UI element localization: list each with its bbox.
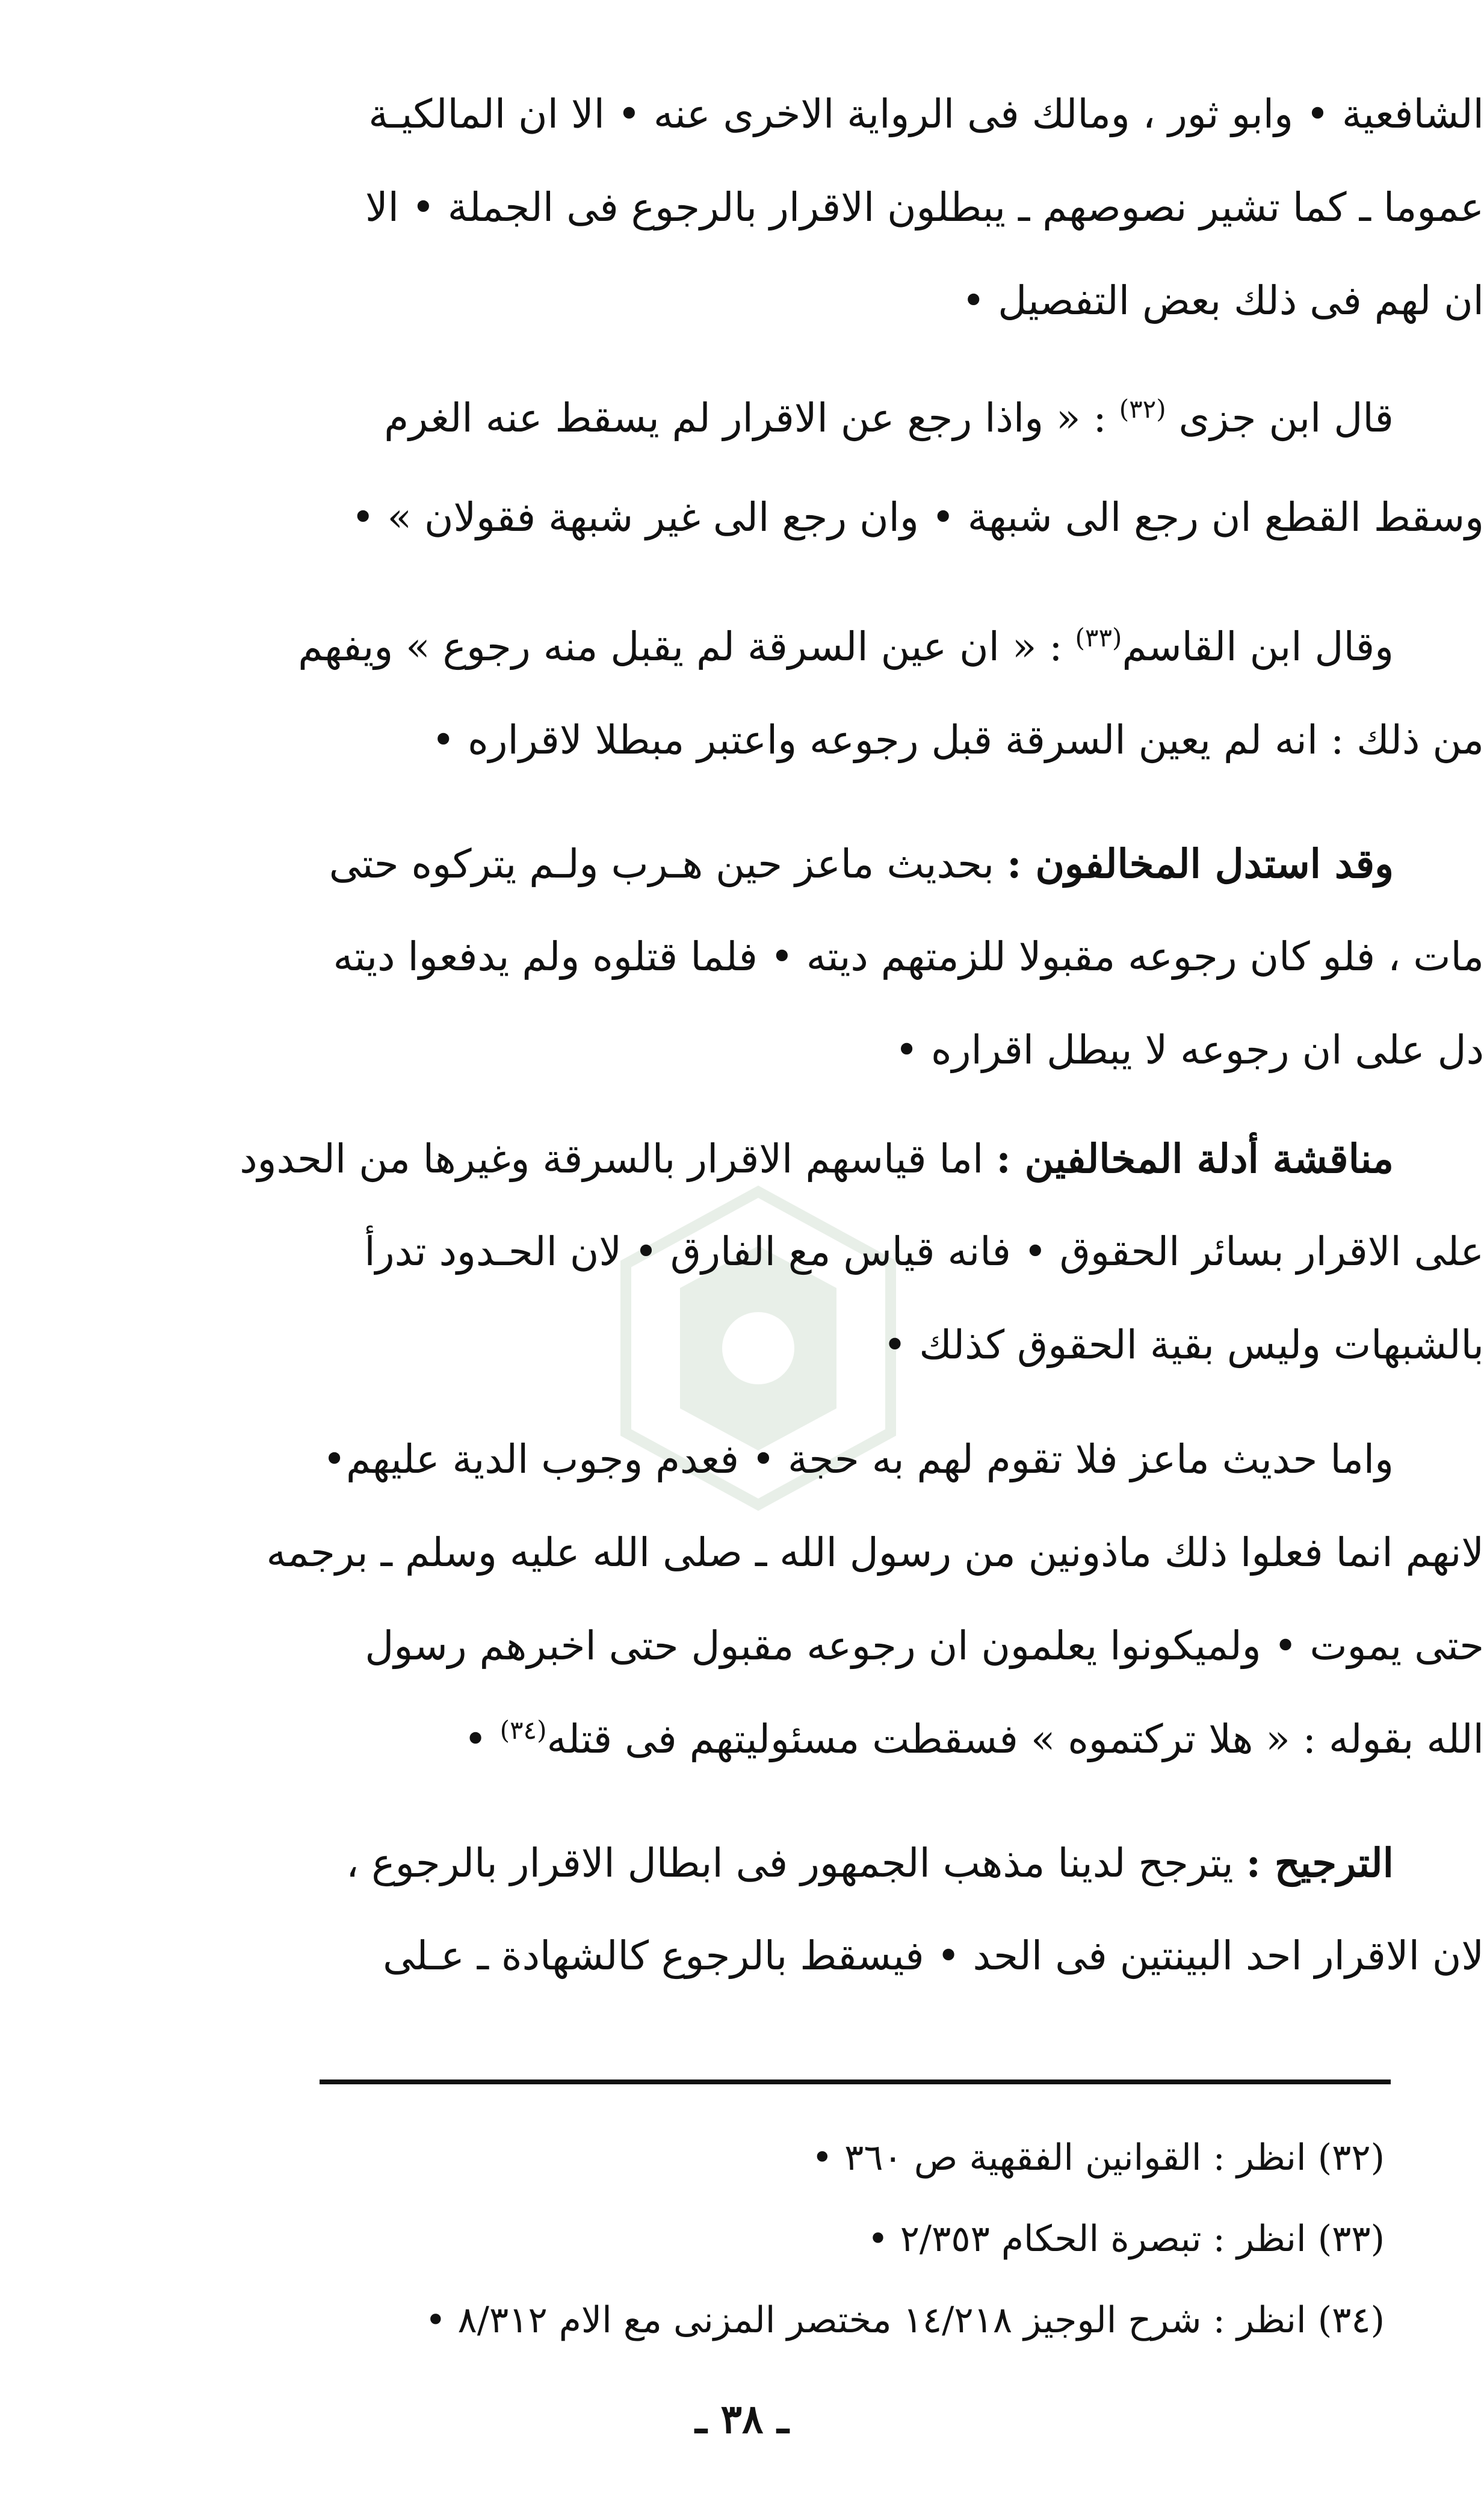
paragraph-3-text-a: وقال ابن القاسم [1122, 624, 1394, 670]
paragraph-2-line-1 [172, 385, 1484, 451]
paragraph-5-heading: مناقشة أدلة المخالفين : [996, 1135, 1394, 1182]
paragraph-4-line-3: دل على ان رجوعه لا يبطل اقراره • [895, 1027, 1484, 1073]
paragraph-2-text-a: قال ابن جزى [1178, 395, 1394, 441]
paragraph-5-line-2: على الاقرار بسائر الحقوق • فانه قياس مع الفارق • لان الحـدود تدرأ [364, 1228, 1484, 1275]
paragraph-3-line-1 [172, 614, 1484, 680]
paragraph-6-line-4 [172, 1706, 1484, 1773]
paragraph-6-line-2: لانهم انما فعلوا ذلك ماذونين من رسول الله ـ صلى الله عليه وسلم ـ برجمه [266, 1529, 1484, 1576]
paragraph-2-text-b: : « واذا رجع عن الاقرار لم يسقط عنه الغرم [384, 395, 1107, 441]
paragraph-7-line-1 [172, 1830, 1484, 1897]
paragraph-4-line-2: مات ، فلو كان رجوعه مقبولا للزمتهم ديته • فلما قتلوه ولم يدفعوا ديته [333, 934, 1484, 980]
paragraph-5-line-1 [172, 1126, 1484, 1192]
paragraph-4-heading: وقد استدل المخالفون : [1007, 840, 1394, 887]
paragraph-6-text-a: الله بقوله : « هلا تركتموه » فسقطت مسئوليتهم فى قتله [546, 1716, 1484, 1762]
paragraph-1-line-2: عموما ـ كما تشير نصوصهم ـ يبطلون الاقرار بالرجوع فى الجملة • الا [365, 184, 1484, 231]
footnote-ref-34: (٣٤) [499, 1715, 547, 1745]
paragraph-5-line-3: بالشبهات وليس بقية الحقوق كذلك • [883, 1322, 1484, 1368]
paragraph-3-line-2: من ذلك : انه لم يعين السرقة قبل رجوعه واعتبر مبطلا لاقراره • [431, 717, 1484, 763]
footnote-33: (٣٣) انظر : تبصرة الحكام ٢/٣٥٣ • [867, 2218, 1385, 2260]
paragraph-7-text: يترجح لدينا مذهب الجمهور فى ابطال الاقرار بالرجوع ، [346, 1840, 1234, 1886]
paragraph-7-line-2: لان الاقرار احد البينتين فى الحد • فيسقط بالرجوع كالشهادة ـ عـلى [383, 1933, 1484, 1979]
paragraph-5-text: اما قياسهم الاقرار بالسرقة وغيرها من الحدود [240, 1136, 984, 1182]
footnote-32: (٣٢) انظر : القوانين الفقهية ص ٣٦٠ • [811, 2137, 1385, 2179]
footnote-34: (٣٤) انظر : شرح الوجيز ١٤/٢١٨ مختصر المزنى مع الام ٨/٣١٢ • [425, 2299, 1385, 2341]
paragraph-3-text-b: : « ان عين السرقة لم يقبل منه رجوع » ويفهم [298, 624, 1063, 670]
footnote-separator [320, 2079, 1391, 2084]
footnote-ref-32: (٣٢) [1119, 394, 1166, 424]
paragraph-6-line-1: واما حديث ماعز فلا تقوم لهم به حجة • فعدم وجوب الدية عليهم• [323, 1436, 1394, 1482]
paragraph-7-heading: الترجيح : [1246, 1839, 1394, 1886]
paragraph-4-text: بحديث ماعز حين هـرب ولـم يتركوه حتى [329, 841, 995, 887]
paragraph-2-line-2: وسقط القطع ان رجع الى شبهة • وان رجع الى غير شبهة فقولان » • [351, 494, 1484, 540]
paragraph-4-line-1 [172, 831, 1484, 897]
paragraph-6-line-3: حتى يموت • ولميكونوا يعلمون ان رجوعه مقبول حتى اخبرهم رسول [365, 1623, 1484, 1669]
paragraph-6-text-b: • [463, 1716, 487, 1762]
page-number: ـ ٣٨ ـ [695, 2395, 789, 2442]
paragraph-1-line-3: ان لهم فى ذلك بعض التفصيل • [962, 277, 1484, 324]
paragraph-1-line-1: الشافعية • وابو ثور ، ومالك فى الرواية الاخرى عنه • الا ان المالكيـة [368, 91, 1484, 137]
footnote-ref-33: (٣٣) [1075, 623, 1122, 652]
